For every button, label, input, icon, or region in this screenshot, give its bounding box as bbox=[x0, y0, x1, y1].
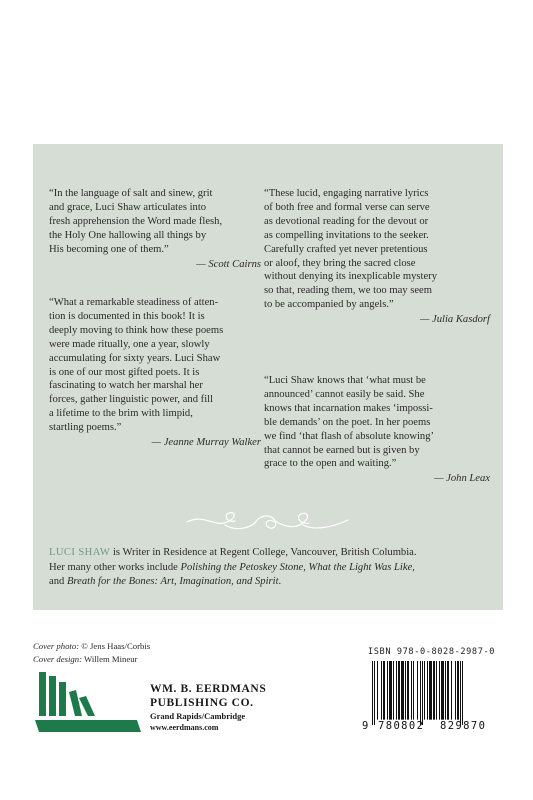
book-title: Breath for the Bones: Art, Imagination, and Spirit bbox=[66, 576, 279, 588]
quote-line: “What a remarkable steadiness of atten- bbox=[49, 297, 219, 308]
quote-line: of both free and formal verse can serve bbox=[264, 201, 430, 213]
barcode-bar bbox=[422, 661, 423, 725]
quote-attribution: — Scott Cairns bbox=[196, 258, 261, 270]
barcode-bar bbox=[451, 661, 452, 720]
quote-line: forces, gather linguistic power, and fill bbox=[49, 394, 214, 406]
quote-jeanne-murray-walker bbox=[49, 296, 261, 450]
quote-line: without denying its inexplicable mystery bbox=[264, 271, 438, 283]
barcode-bar bbox=[377, 661, 378, 720]
barcode-bar bbox=[439, 661, 440, 720]
barcode-bar bbox=[433, 661, 435, 720]
quote-line: tion is documented in this book! It is bbox=[49, 310, 205, 322]
bio-text: , bbox=[412, 561, 415, 573]
barcode-bar bbox=[455, 661, 456, 720]
barcode-bar bbox=[411, 661, 412, 720]
quote-line: the Holy One hallowing all things by bbox=[49, 229, 207, 241]
barcode-bar bbox=[429, 661, 432, 720]
quote-line: ble demands’ on the poet. In her poems bbox=[264, 416, 431, 428]
publisher-block bbox=[150, 682, 266, 733]
eerdmans-books-logo-icon bbox=[35, 672, 141, 736]
quote-line: to be accompanied by angels.” bbox=[264, 299, 394, 311]
barcode-bar bbox=[462, 661, 463, 725]
bio-text: Her many other works include bbox=[49, 561, 181, 573]
barcode-bar bbox=[387, 661, 388, 720]
barcode-bar bbox=[407, 661, 409, 720]
book-title: Polishing the Petoskey Stone bbox=[180, 561, 304, 573]
barcode-bar bbox=[374, 661, 375, 725]
quote-line: that cannot be earned but is given by bbox=[264, 444, 420, 456]
barcode-bar bbox=[457, 661, 459, 720]
quote-line: “In the language of salt and sinew, grit bbox=[49, 188, 213, 199]
quote-scott-cairns bbox=[49, 187, 261, 271]
bio-text: and bbox=[49, 576, 67, 588]
barcode-bar bbox=[389, 661, 392, 720]
barcode-bar bbox=[445, 661, 446, 720]
quote-line: His becoming one of them.” bbox=[49, 243, 169, 255]
cover-credits bbox=[33, 640, 150, 666]
publisher-name-2: PUBLISHING CO. bbox=[150, 697, 254, 709]
quote-line: “These lucid, engaging narrative lyrics bbox=[264, 188, 429, 199]
quote-line: Carefully crafted yet never pretentious bbox=[264, 243, 428, 255]
publisher-website: www.eerdmans.com bbox=[150, 723, 219, 732]
quote-attribution: — Jeanne Murray Walker bbox=[151, 437, 261, 449]
bio-text: , bbox=[303, 561, 309, 573]
barcode-digit-group: 9 bbox=[362, 720, 369, 732]
barcode-bar bbox=[396, 661, 397, 720]
credit-value: Willem Mineur bbox=[81, 654, 138, 664]
quote-line: were made ritually, one a year, slowly bbox=[49, 338, 210, 350]
book-title: What the Light Was Like bbox=[308, 561, 413, 573]
author-bio bbox=[49, 546, 494, 590]
barcode-bar bbox=[405, 661, 406, 720]
barcode-bar bbox=[420, 661, 421, 725]
barcode-bar bbox=[381, 661, 382, 720]
quote-julia-kasdorf bbox=[264, 187, 490, 327]
quote-attribution: — Julia Kasdorf bbox=[419, 314, 490, 326]
barcode-bar bbox=[393, 661, 394, 720]
bio-text: . bbox=[278, 576, 282, 588]
quote-line: fresh apprehension the Word made flesh, bbox=[49, 215, 223, 227]
barcode-bar bbox=[417, 661, 418, 720]
quote-john-leax bbox=[264, 374, 490, 486]
barcode-digit-group: 780802 bbox=[378, 720, 425, 732]
quote-line: as compelling invitations to the seeker. bbox=[264, 229, 429, 241]
publisher-location: Grand Rapids/Cambridge bbox=[150, 711, 246, 721]
barcode-bar bbox=[427, 661, 428, 720]
quote-line: knows that incarnation makes ‘impossi- bbox=[264, 402, 433, 414]
quote-line: fascinating to watch her marshal her bbox=[49, 380, 203, 392]
quote-line: grace to the open and waiting.” bbox=[264, 458, 397, 470]
barcode-bar bbox=[460, 661, 461, 725]
barcode-bar bbox=[413, 661, 414, 720]
quote-line: so that, reading them, we too may seem bbox=[264, 285, 432, 297]
quote-line: deeply moving to think how these poems bbox=[49, 324, 224, 336]
barcode-bar bbox=[424, 661, 425, 720]
credit-label: Cover photo: bbox=[33, 641, 80, 651]
isbn-label: ISBN 978-0-8028-2987-0 bbox=[368, 647, 496, 657]
barcode-bar bbox=[398, 661, 400, 720]
quote-line: or aloof, they bring the sacred close bbox=[264, 257, 416, 269]
barcode-bar bbox=[436, 661, 437, 720]
credit-label: Cover design: bbox=[33, 654, 82, 664]
quote-line: is one of our most gifted poets. It is bbox=[49, 366, 200, 378]
quote-line: “Luci Shaw knows that ‘what must be bbox=[264, 375, 426, 386]
quote-line: a lifetime to the brim with limpid, bbox=[49, 408, 193, 420]
barcode-digit-group: 829870 bbox=[440, 720, 487, 732]
isbn-barcode bbox=[364, 661, 500, 725]
publisher-name: WM. B. EERDMANS bbox=[150, 683, 267, 695]
barcode-bar bbox=[372, 661, 373, 725]
barcode-bar bbox=[383, 661, 385, 720]
quote-line: and grace, Luci Shaw articulates into bbox=[49, 201, 207, 213]
quote-line: as devotional reading for the devout or bbox=[264, 215, 429, 227]
quote-attribution: — John Leax bbox=[434, 473, 490, 485]
quote-line: announced’ cannot easily be said. She bbox=[264, 388, 425, 400]
quote-line: startling poems.” bbox=[49, 422, 122, 434]
credit-value: © Jens Haas/Corbis bbox=[79, 641, 151, 651]
flourish-ornament-icon bbox=[185, 507, 350, 537]
quote-line: accumulating for sixty years. Luci Shaw bbox=[49, 352, 221, 364]
barcode-bar bbox=[447, 661, 449, 720]
author-name: LUCI SHAW bbox=[49, 547, 111, 558]
barcode-bar bbox=[441, 661, 444, 720]
barcode-bar bbox=[401, 661, 404, 720]
bio-text: is Writer in Residence at Regent College, Vancouver, British Columbia. bbox=[110, 547, 417, 558]
quote-line: we find ‘that flash of absolute knowing’ bbox=[264, 430, 435, 442]
